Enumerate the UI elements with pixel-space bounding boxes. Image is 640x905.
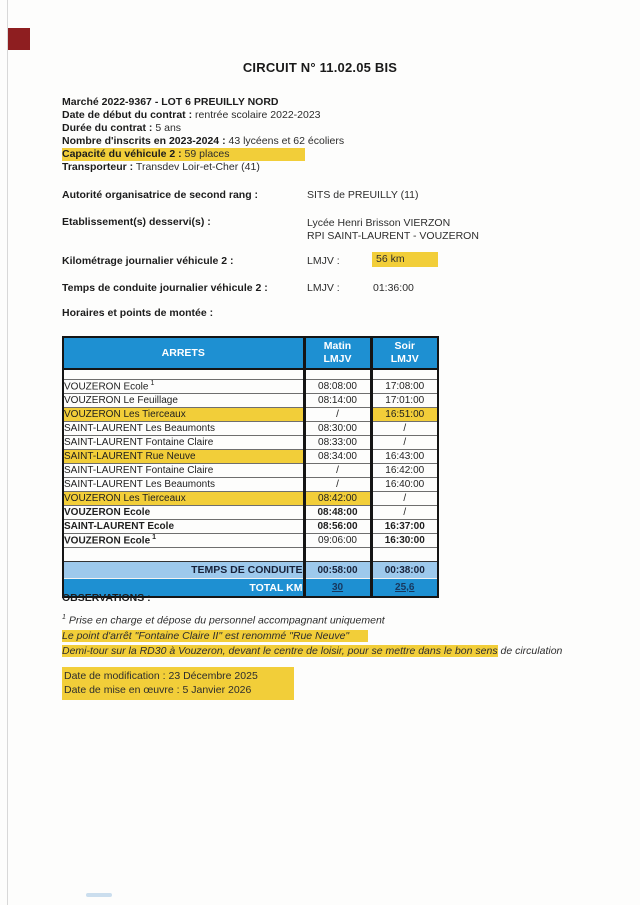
morning-time-cell: / — [304, 478, 371, 492]
driving-time-label: Temps de conduite journalier véhicule 2 : — [62, 282, 268, 294]
table-row — [63, 436, 438, 450]
table-row — [63, 506, 438, 520]
evening-time-cell: 16:42:00 — [371, 464, 438, 478]
driving-time-row-label: TEMPS DE CONDUITE — [63, 562, 304, 579]
morning-time-cell: / — [304, 408, 371, 422]
evening-time-cell: 17:08:00 — [371, 380, 438, 394]
morning-time-cell: 08:14:00 — [304, 394, 371, 408]
mileage-value-highlight: 56 km — [372, 252, 438, 267]
evening-time-cell: / — [371, 492, 438, 506]
footnote-marker: 1 — [62, 614, 66, 621]
driving-time-evening: 00:38:00 — [371, 562, 438, 579]
mileage-label: Kilométrage journalier véhicule 2 : — [62, 255, 234, 267]
morning-time-cell: 08:30:00 — [304, 422, 371, 436]
morning-time-cell: 08:33:00 — [304, 436, 371, 450]
total-km-evening: 25,6 — [371, 579, 438, 598]
establishment-value-1: Lycée Henri Brisson VIERZON — [307, 217, 451, 229]
contract-line-start: Date de début du contrat : rentrée scolaire 2022-2023 — [62, 109, 321, 121]
stop-cell: VOUZERON Le Feuillage — [63, 394, 304, 408]
morning-time-cell: 08:08:00 — [304, 380, 371, 394]
note-2-highlight: Demi-tour sur la RD30 à Vouzeron, devant le centre de loisir, pour se mettre dans le bon sens de circulation — [62, 645, 563, 657]
evening-time-cell: 16:40:00 — [371, 478, 438, 492]
stop-cell: SAINT-LAURENT Les Beaumonts — [63, 478, 304, 492]
stop-cell: SAINT-LAURENT Ecole — [63, 520, 304, 534]
driving-time-morning: 00:58:00 — [304, 562, 371, 579]
table-row — [63, 408, 438, 422]
driving-time-row — [63, 562, 438, 579]
total-km-row-label: TOTAL KM — [63, 579, 304, 598]
evening-time-cell: 17:01:00 — [371, 394, 438, 408]
footnote-line: $^1$ Prise en charge et dépose du personnel accompagnant uniquement — [62, 614, 385, 627]
stop-cell: SAINT-LAURENT Fontaine Claire — [63, 436, 304, 450]
morning-time-cell: 08:34:00 — [304, 450, 371, 464]
modification-date-line: Date de modification : 23 Décembre 2025 — [64, 670, 258, 682]
evening-time-cell: 16:30:00 — [371, 534, 438, 548]
stop-cell: VOUZERON Ecole $^1$ — [63, 380, 304, 394]
observations-heading: OBSERVATIONS : — [62, 592, 151, 604]
table-row — [63, 450, 438, 464]
table-row — [63, 534, 438, 548]
contract-line-duration: Durée du contrat : 5 ans — [62, 122, 182, 134]
contract-line-market: Marché 2022-9367 - LOT 6 PREUILLY NORD — [62, 96, 279, 108]
establishment-value-2: RPI SAINT-LAURENT - VOUZERON — [307, 230, 479, 242]
evening-time-cell: / — [371, 506, 438, 520]
evening-time-cell-highlighted: 16:51:00 — [371, 408, 438, 422]
contract-line-capacity — [62, 148, 344, 161]
contract-info-block — [62, 96, 344, 174]
stop-cell: VOUZERON Ecole — [63, 506, 304, 520]
stop-cell: SAINT-LAURENT Fontaine Claire — [63, 464, 304, 478]
evening-time-cell: / — [371, 436, 438, 450]
driving-time-value: 01:36:00 — [373, 282, 414, 294]
morning-time-cell-highlighted: 08:42:00 — [304, 492, 371, 506]
table-row — [63, 492, 438, 506]
dates-highlight-block — [62, 667, 294, 700]
header-stops: ARRETS — [63, 337, 304, 369]
table-row — [63, 380, 438, 394]
evening-time-cell: 16:37:00 — [371, 520, 438, 534]
schedule-table-wrap — [62, 336, 439, 598]
stop-cell: VOUZERON Ecole $^1$ — [63, 534, 304, 548]
morning-time-cell: 08:56:00 — [304, 520, 371, 534]
header-evening: Soir LMJV — [371, 337, 438, 369]
capacity-highlight: Capacité du véhicule 2 : 59 places — [62, 148, 305, 161]
evening-time-cell: 16:43:00 — [371, 450, 438, 464]
authority-value: SITS de PREUILLY (11) — [307, 189, 419, 201]
schedule-heading: Horaires et points de montée : — [62, 307, 214, 319]
stop-cell: SAINT-LAURENT Les Beaumonts — [63, 422, 304, 436]
driving-time-days: LMJV : — [307, 282, 340, 294]
morning-time-cell: 09:06:00 — [304, 534, 371, 548]
mileage-days: LMJV : — [307, 255, 340, 267]
spacer-row — [63, 369, 438, 380]
observation-note-2 — [62, 645, 563, 657]
table-row — [63, 520, 438, 534]
establishments-label: Etablissement(s) desservi(s) : — [62, 216, 211, 228]
table-row — [63, 464, 438, 478]
table-row — [63, 478, 438, 492]
header-morning: Matin LMJV — [304, 337, 371, 369]
contract-line-operator: Transporteur : Transdev Loir-et-Cher (41) — [62, 161, 260, 173]
spacer-row — [63, 548, 438, 562]
observation-note-1 — [62, 630, 368, 642]
page-title: CIRCUIT N° 11.02.05 BIS — [242, 60, 398, 75]
authority-label: Autorité organisatrice de second rang : — [62, 189, 259, 201]
stop-cell-highlighted: VOUZERON Les Tierceaux — [63, 492, 304, 506]
table-row — [63, 394, 438, 408]
stops-table — [62, 336, 439, 598]
scan-edge-line — [7, 0, 8, 905]
table-header-row — [63, 337, 438, 369]
note-1-highlight: Le point d'arrêt "Fontaine Claire II" est renommé "Rue Neuve" — [62, 630, 368, 642]
evening-time-cell: / — [371, 422, 438, 436]
total-km-morning: 30 — [304, 579, 371, 598]
red-stamp-mark — [8, 28, 30, 50]
effective-date-line: Date de mise en œuvre : 5 Janvier 2026 — [64, 684, 252, 696]
scan-smudge-mark — [86, 893, 112, 897]
table-row — [63, 422, 438, 436]
stop-cell-highlighted: SAINT-LAURENT Rue Neuve — [63, 450, 304, 464]
contract-line-enrollment: Nombre d'inscrits en 2023-2024 : 43 lycéens et 62 écoliers — [62, 135, 345, 147]
morning-time-cell: / — [304, 464, 371, 478]
morning-time-cell: 08:48:00 — [304, 506, 371, 520]
stop-cell-highlighted: VOUZERON Les Tierceaux — [63, 408, 304, 422]
